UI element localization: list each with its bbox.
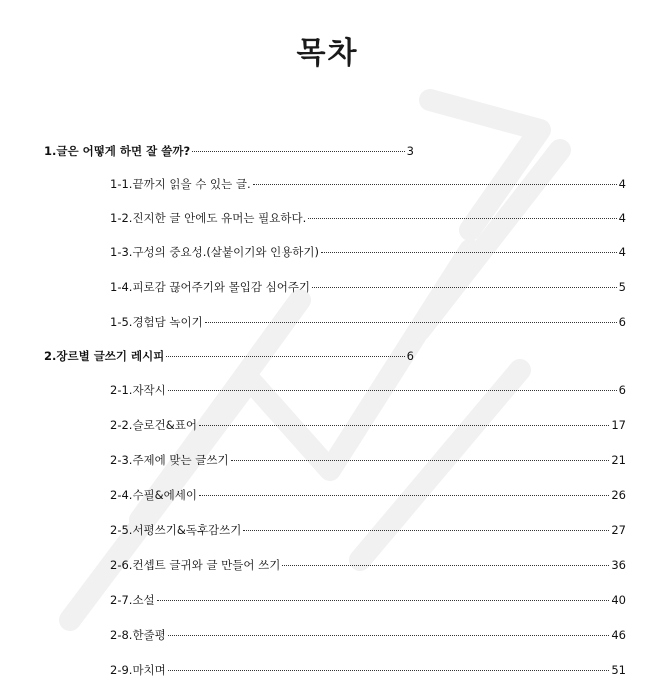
toc-chapter-1[interactable] (44, 144, 414, 158)
dot-leader (157, 600, 610, 601)
toc-section-label: 2-8.한줄평 (110, 628, 166, 642)
page-title: 목차 (296, 36, 359, 71)
dot-leader (312, 287, 617, 288)
toc-section-2-7[interactable] (110, 593, 626, 607)
toc-section-label: 2-6.컨셉트 글귀와 글 만들어 쓰기 (110, 558, 281, 572)
toc-chapter-2[interactable] (44, 349, 414, 363)
toc-section-label: 1-1.끝까지 읽을 수 있는 글. (110, 177, 251, 191)
toc-section-2-9[interactable] (110, 663, 626, 677)
toc-section-2-1[interactable] (110, 383, 626, 397)
toc-section-label: 1-4.피로감 끊어주기와 몰입감 심어주기 (110, 280, 311, 294)
toc-chapter-2-label: 2.장르별 글쓰기 레시피 (44, 349, 165, 363)
toc-section-2-8[interactable] (110, 628, 626, 642)
toc-section-page: 51 (611, 663, 626, 677)
toc-section-label: 2-7.소설 (110, 593, 155, 607)
toc-section-page: 5 (618, 280, 626, 294)
dot-leader (231, 460, 610, 461)
dot-leader (282, 565, 609, 566)
toc-section-label: 1-3.구성의 중요성.(살붙이기와 인용하기) (110, 245, 320, 259)
toc-section-1-4[interactable] (110, 280, 626, 294)
toc-section-page: 4 (618, 245, 626, 259)
dot-leader (199, 425, 609, 426)
toc-section-page: 40 (611, 593, 626, 607)
dot-leader (166, 356, 404, 357)
toc-section-page: 17 (611, 418, 626, 432)
toc-section-label: 2-1.자작시 (110, 383, 166, 397)
dot-leader (168, 390, 617, 391)
toc-section-page: 6 (618, 315, 626, 329)
dot-leader (199, 495, 609, 496)
toc-section-page: 4 (618, 211, 626, 225)
toc-chapter-1-page: 3 (406, 144, 414, 158)
toc-section-page: 36 (611, 558, 626, 572)
toc-section-label: 2-3.주제에 맞는 글쓰기 (110, 453, 229, 467)
toc-chapter-2-page: 6 (406, 349, 414, 363)
toc-section-label: 2-2.슬로건&표어 (110, 418, 197, 432)
toc-section-page: 6 (618, 383, 626, 397)
toc-section-label: 2-5.서평쓰기&독후감쓰기 (110, 523, 242, 537)
toc-section-page: 46 (611, 628, 626, 642)
dot-leader (205, 322, 617, 323)
toc-section-label: 1-5.경험담 녹이기 (110, 315, 203, 329)
toc-section-2-6[interactable] (110, 558, 626, 572)
toc-section-2-5[interactable] (110, 523, 626, 537)
toc-chapter-1-label: 1.글은 어떻게 하면 잘 쓸까? (44, 144, 191, 158)
toc-section-label: 2-9.마치며 (110, 663, 166, 677)
toc-section-label: 2-4.수필&에세이 (110, 488, 197, 502)
toc-section-2-2[interactable] (110, 418, 626, 432)
dot-leader (168, 670, 610, 671)
dot-leader (308, 218, 616, 219)
dot-leader (321, 252, 617, 253)
toc-section-1-1[interactable] (110, 177, 626, 191)
dot-leader (192, 151, 405, 152)
toc-section-page: 21 (611, 453, 626, 467)
toc-section-page: 4 (618, 177, 626, 191)
toc-section-2-3[interactable] (110, 453, 626, 467)
dot-leader (243, 530, 609, 531)
toc-section-1-5[interactable] (110, 315, 626, 329)
toc-section-2-4[interactable] (110, 488, 626, 502)
toc-section-page: 26 (611, 488, 626, 502)
toc-section-1-3[interactable] (110, 245, 626, 259)
dot-leader (253, 184, 617, 185)
toc-section-1-2[interactable] (110, 211, 626, 225)
dot-leader (168, 635, 610, 636)
toc-section-page: 27 (611, 523, 626, 537)
toc-section-label: 1-2.진지한 글 안에도 유머는 필요하다. (110, 211, 307, 225)
